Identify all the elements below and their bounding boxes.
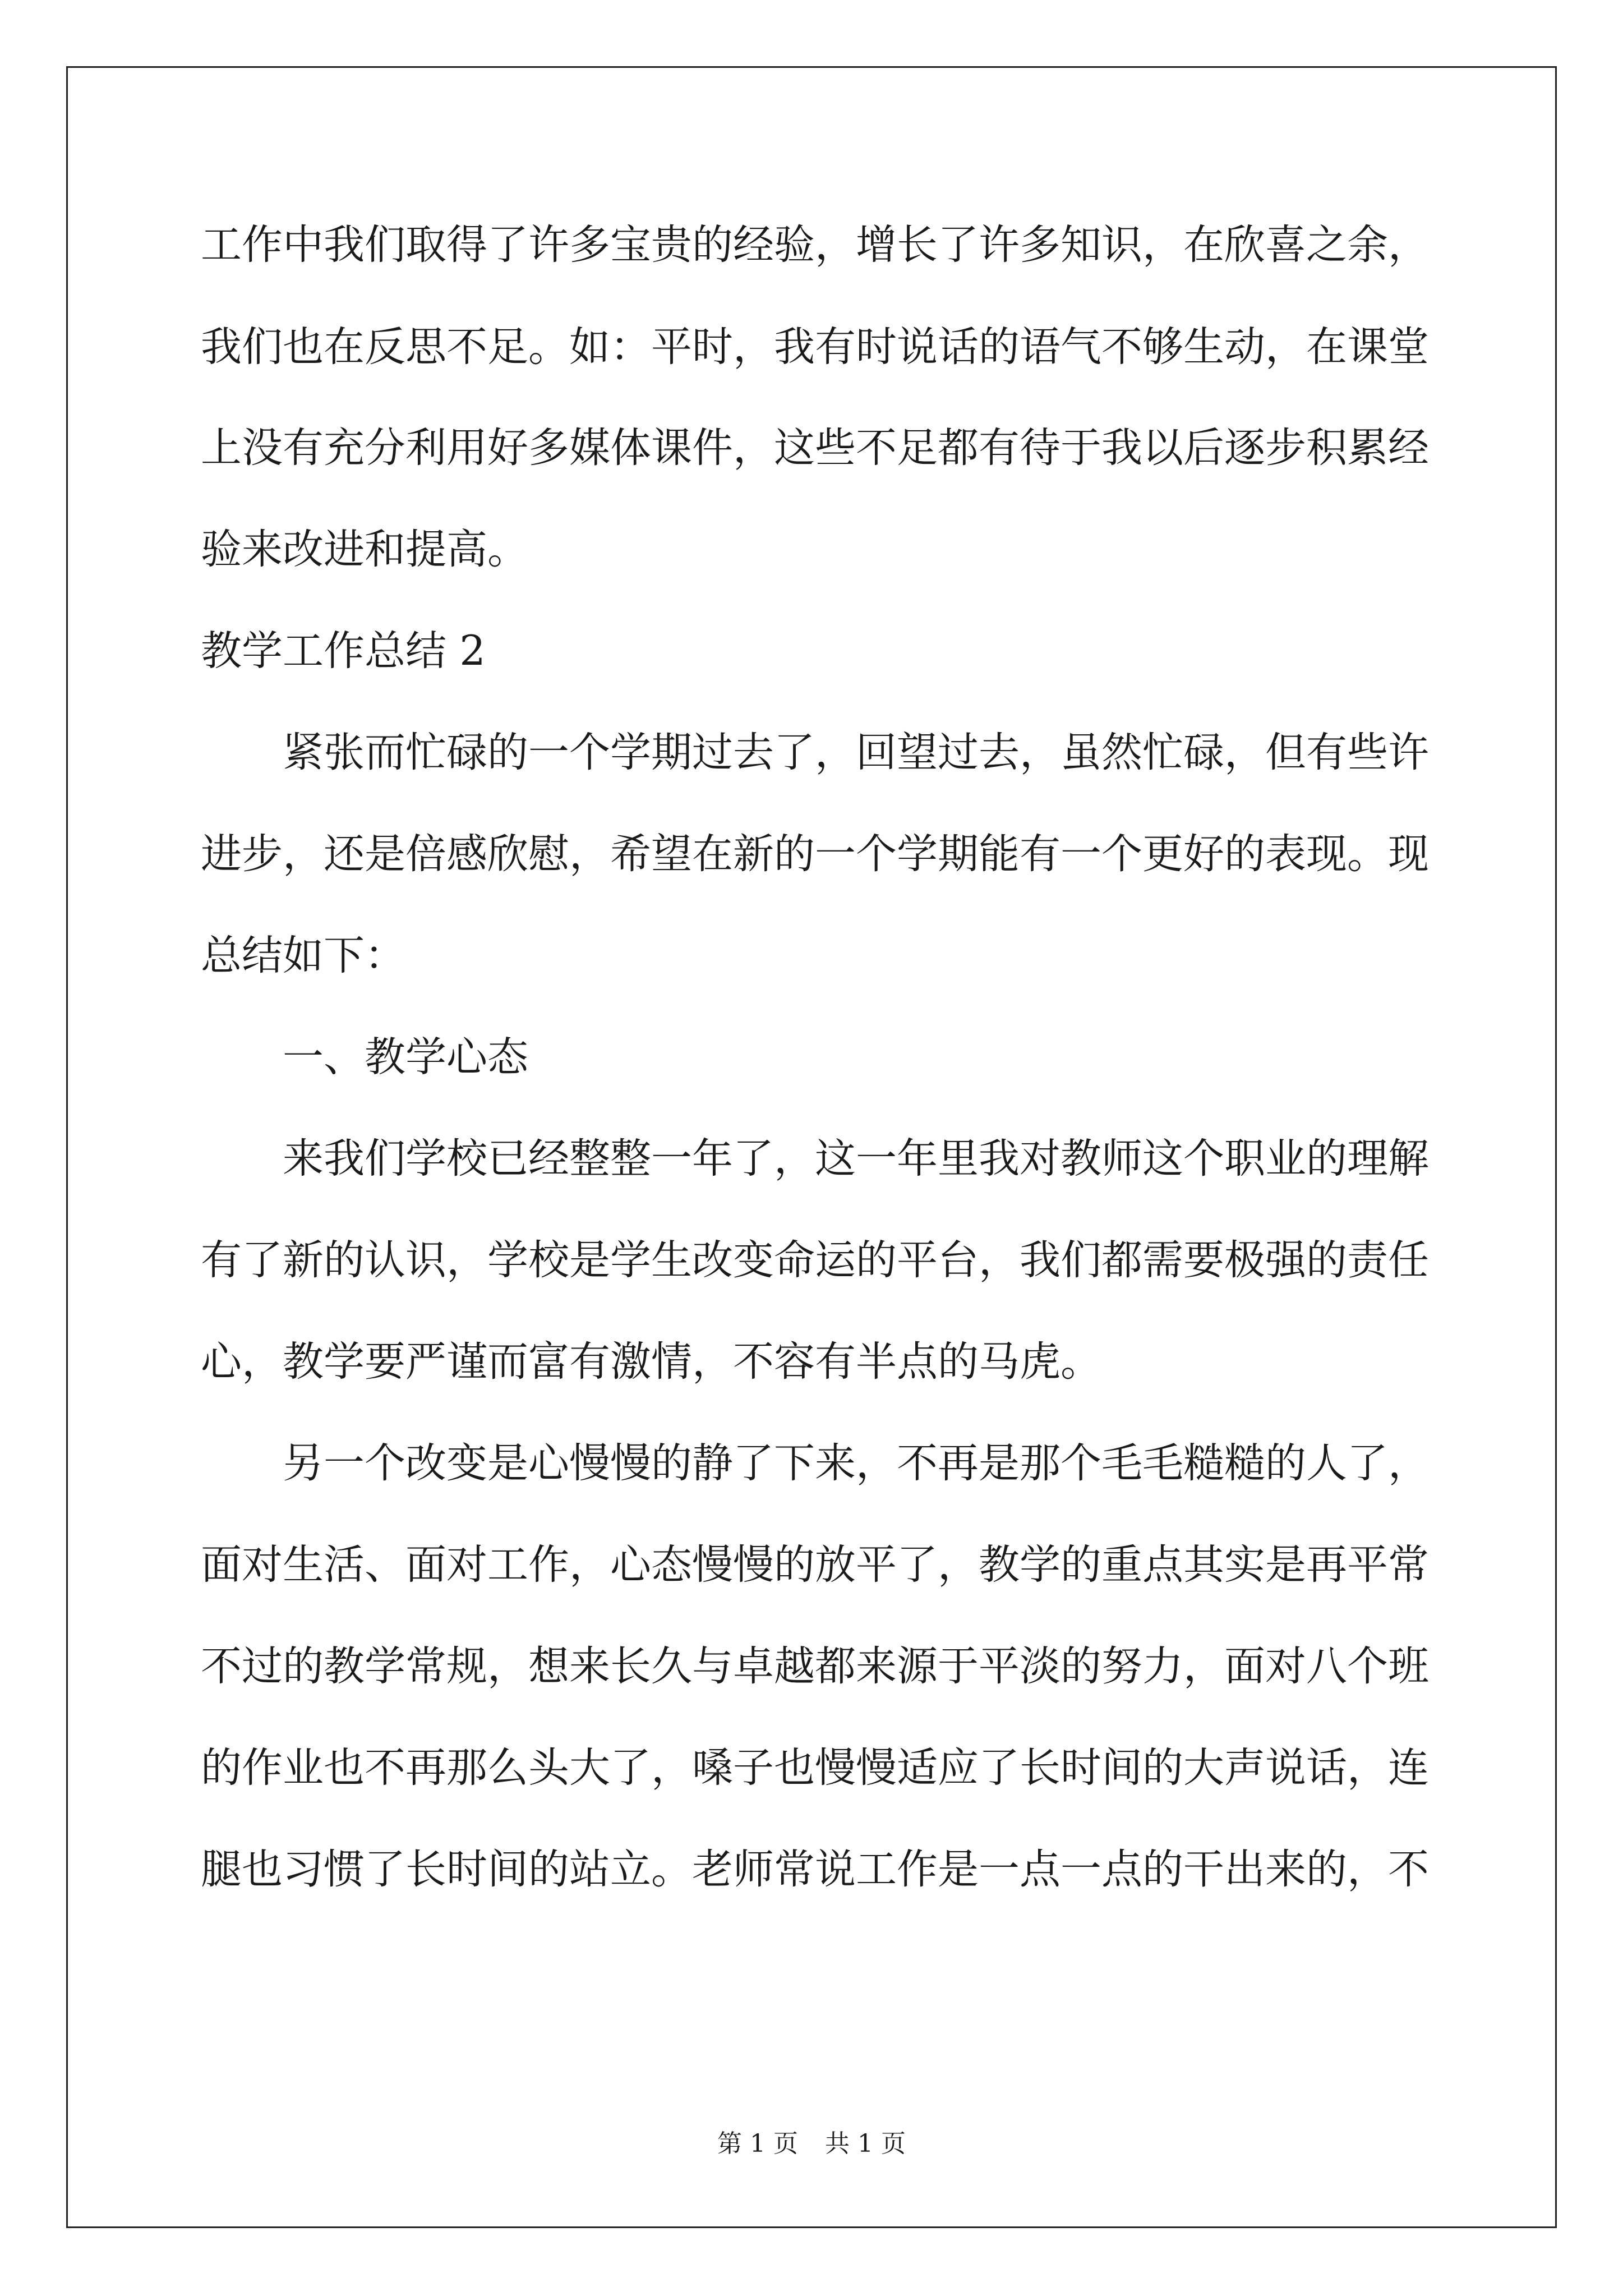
page-footer xyxy=(0,2127,1623,2161)
paragraph-line: 总结如下： xyxy=(201,932,405,979)
paragraph-line: 面对生活、面对工作，心态慢慢的放平了，教学的重点其实是再平常 xyxy=(201,1541,1429,1589)
paragraph-line: 不过的教学常规，想来长久与卓越都来源于平淡的努力，面对八个班 xyxy=(201,1642,1429,1690)
paragraph-line: 工作中我们取得了许多宝贵的经验，增长了许多知识，在欣喜之余， xyxy=(201,221,1429,269)
paragraph-line: 上没有充分利用好多媒体课件，这些不足都有待于我以后逐步积累经 xyxy=(201,424,1429,472)
paragraph-line: 我们也在反思不足。如：平时，我有时说话的语气不够生动，在课堂 xyxy=(201,323,1429,371)
paragraph-line: 验来改进和提高。 xyxy=(201,526,528,573)
paragraph-line: 另一个改变是心慢慢的静了下来，不再是那个毛毛糙糙的人了， xyxy=(283,1439,1429,1487)
section-title: 教学工作总结 2 xyxy=(201,627,486,675)
paragraph-line: 腿也习惯了长时间的站立。老师常说工作是一点一点的干出来的，不 xyxy=(201,1846,1429,1893)
paragraph-line: 来我们学校已经整整一年了，这一年里我对教师这个职业的理解 xyxy=(283,1135,1429,1182)
paragraph-line: 进步，还是倍感欣慰，希望在新的一个学期能有一个更好的表现。现 xyxy=(201,830,1429,878)
paragraph-line: 心，教学要严谨而富有激情，不容有半点的马虎。 xyxy=(201,1338,1101,1386)
paragraph-line: 紧张而忙碌的一个学期过去了，回望过去，虽然忙碌，但有些许 xyxy=(283,729,1429,776)
paragraph-line: 有了新的认识，学校是学生改变命运的平台，我们都需要极强的责任 xyxy=(201,1236,1429,1284)
subheading: 一、教学心态 xyxy=(283,1033,528,1081)
page-number-total: 共 1 页 xyxy=(825,2129,906,2158)
paragraph-line: 的作业也不再那么头大了，嗓子也慢慢适应了长时间的大声说话，连 xyxy=(201,1744,1429,1792)
page-number-current: 第 1 页 xyxy=(717,2129,798,2158)
